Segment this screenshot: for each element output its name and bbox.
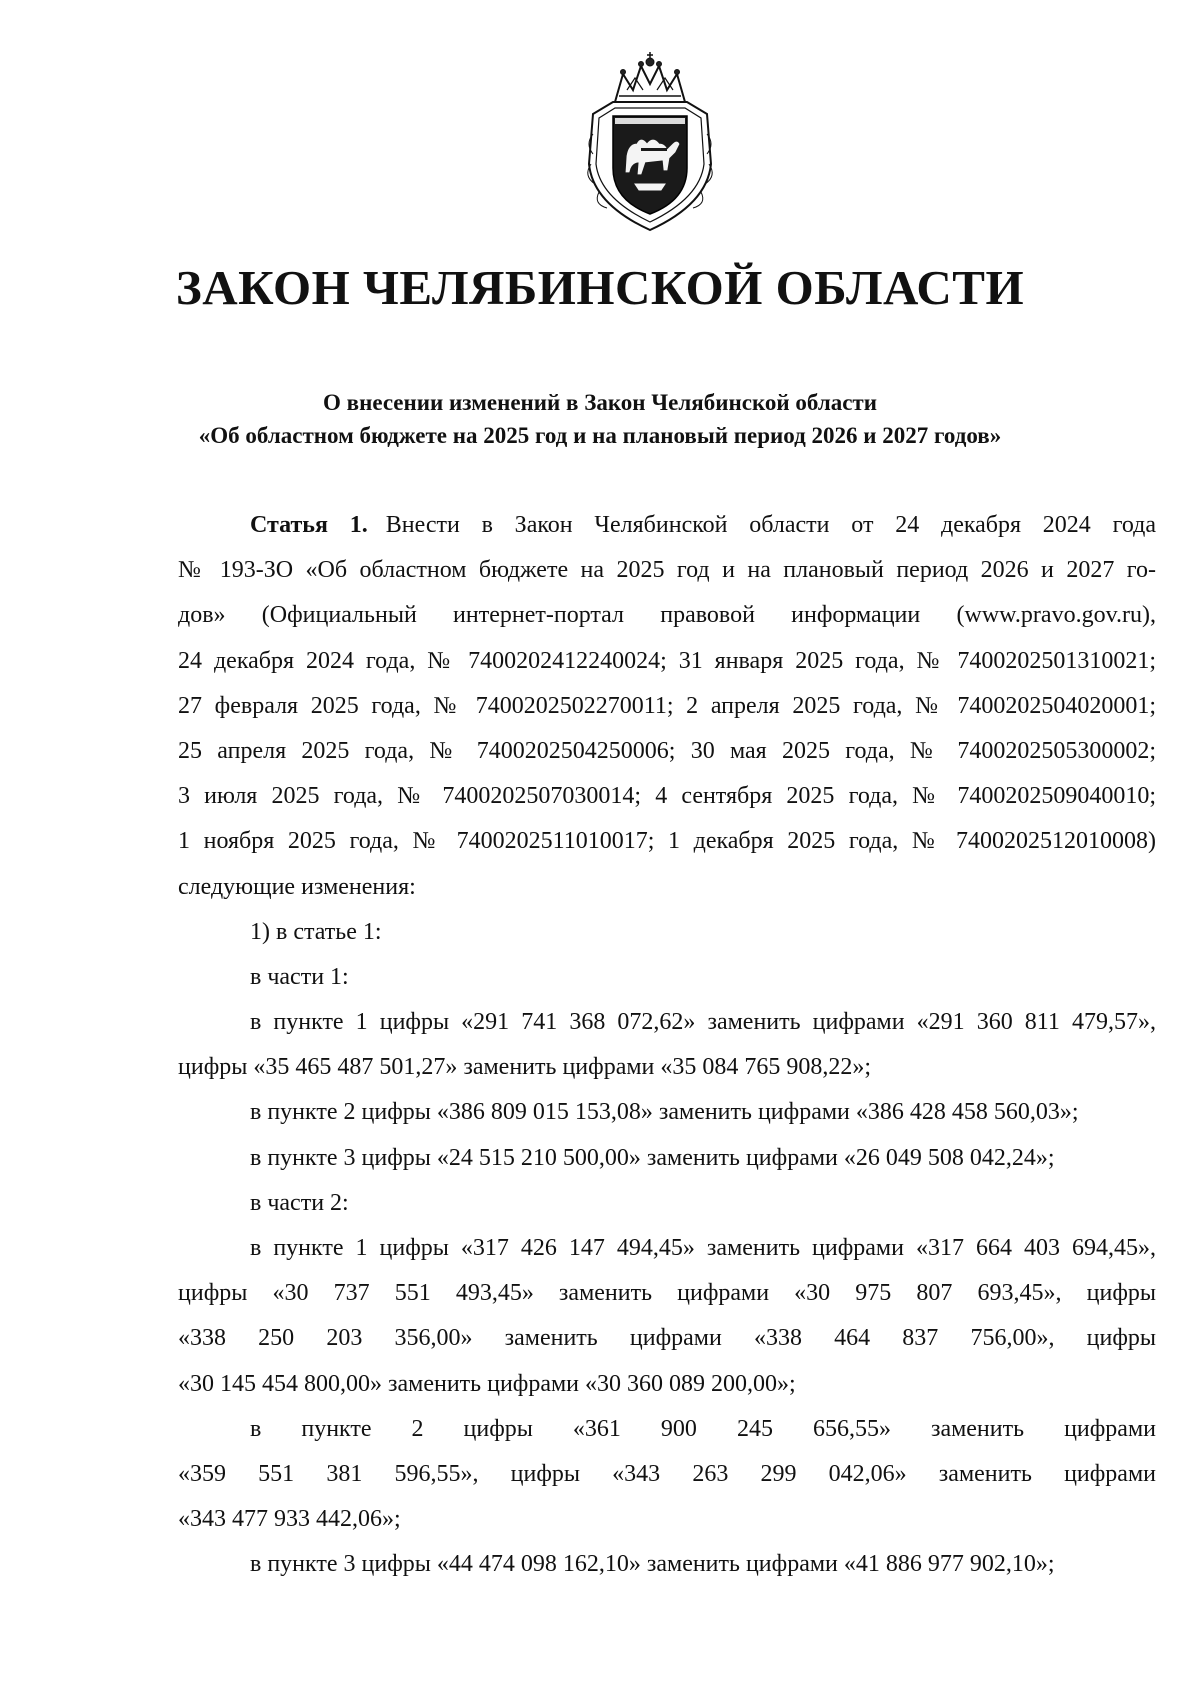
change-line: в пункте 1 цифры «317 426 147 494,45» заменить цифрами «317 664 403 694,45», — [250, 1235, 1156, 1261]
article-text-line: 3 июля 2025 года, № 7400202507030014; 4 сентября 2025 года, № 7400202509040010; — [178, 783, 1156, 810]
change-line: в пункте 1 цифры «291 741 368 072,62» заменить цифрами «291 360 811 479,57», — [250, 1009, 1156, 1036]
change-line: «30 145 454 800,00» заменить цифрами «30 360 089 200,00»; — [178, 1370, 796, 1397]
article-text-line: следующие изменения: — [178, 873, 416, 900]
article-1-first-line — [178, 503, 1156, 548]
article-text-line: 27 февраля 2025 года, № 7400202502270011; 2 апреля 2025 года, № 7400202504020001; — [178, 692, 1156, 719]
change-item-heading: 1) в статье 1: — [250, 918, 382, 945]
subtitle-line: О внесении изменений в Закон Челябинской области — [323, 390, 877, 415]
change-line: «338 250 203 356,00» заменить цифрами «338 464 837 756,00», цифры — [178, 1325, 1156, 1352]
change-line: в пункте 3 цифры «44 474 098 162,10» заменить цифрами «41 886 977 902,10»; — [250, 1551, 1055, 1578]
change-line: цифры «35 465 487 501,27» заменить цифрами «35 084 765 908,22»; — [178, 1054, 872, 1081]
subtitle-line: «Об областном бюджете на 2025 год и на плановый период 2026 и 2027 годов» — [198, 423, 1002, 448]
part-heading: в части 2: — [250, 1189, 349, 1216]
article-text-line: Внести в Закон Челябинской области от 24 декабря 2024 года — [385, 512, 1156, 538]
change-line: в пункте 2 цифры «386 809 015 153,08» заменить цифрами «386 428 458 560,03»; — [250, 1099, 1079, 1126]
article-text-line: 24 декабря 2024 года, № 7400202412240024; 31 января 2025 года, № 7400202501310021; — [178, 647, 1156, 674]
change-line: в пункте 2 цифры «361 900 245 656,55» заменить цифрами — [250, 1415, 1156, 1442]
change-line: «359 551 381 596,55», цифры «343 263 299 042,06» заменить цифрами — [178, 1460, 1156, 1487]
article-text-line: 25 апреля 2025 года, № 7400202504250006; 30 мая 2025 года, № 7400202505300002; — [178, 737, 1156, 764]
change-line: цифры «30 737 551 493,45» заменить цифрами «30 975 807 693,45», цифры — [178, 1280, 1156, 1307]
part-heading: в части 1: — [250, 963, 349, 990]
law-subtitle — [0, 386, 1200, 452]
law-body — [178, 503, 1156, 1588]
article-text-line: 1 ноября 2025 года, № 7400202511010017; 1 декабря 2025 года, № 7400202512010008) — [178, 828, 1156, 855]
article-label: Статья 1. — [250, 512, 368, 538]
article-text-line: дов» (Официальный интернет-портал правовой информации (www.pravo.gov.ru), — [178, 602, 1156, 629]
article-text-line: № 193-ЗО «Об областном бюджете на 2025 год и на плановый период 2026 и 2027 го- — [178, 557, 1156, 584]
change-line: «343 477 933 442,06»; — [178, 1506, 401, 1533]
change-line: в пункте 3 цифры «24 515 210 500,00» заменить цифрами «26 049 508 042,24»; — [250, 1144, 1055, 1171]
chelyabinsk-coat-of-arms-icon — [575, 44, 725, 234]
law-title: ЗАКОН ЧЕЛЯБИНСКОЙ ОБЛАСТИ — [175, 260, 1025, 315]
